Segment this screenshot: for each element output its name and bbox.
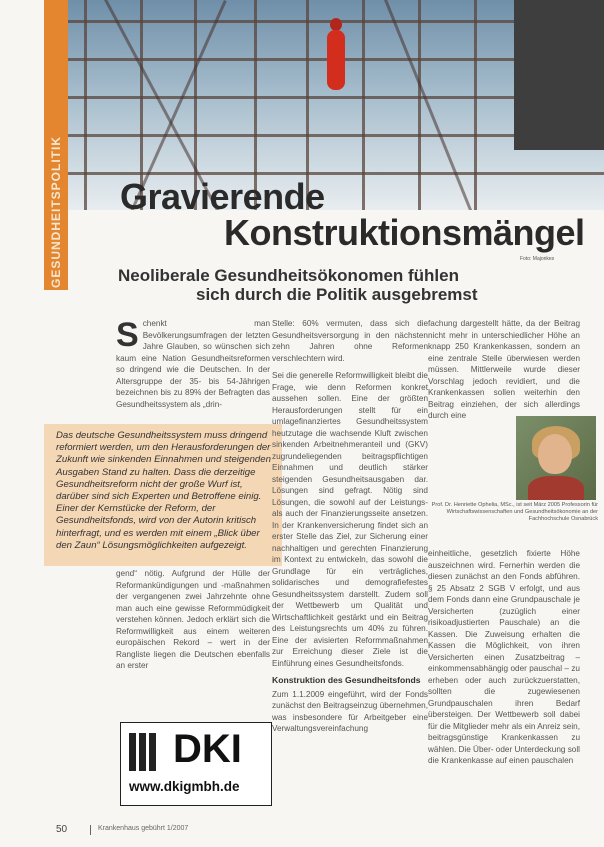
author-portrait — [516, 416, 596, 500]
dki-logo-bars-icon — [129, 733, 167, 771]
headline-line-1: Gravierende — [120, 176, 325, 217]
dki-website-link[interactable]: www.dkigmbh.de — [129, 779, 240, 794]
scaffold-pole — [474, 0, 477, 210]
teaser-box: Das deutsche Gesundheitssystem muss dringend reformiert werden, um den Herausforderungen der Zukunft wie sinkenden Einnahmen und steigenden Ausgaben Stand zu halten. Dass die derzeitige Gesundheitsreform nicht der große Wurf ist, darüber sind sich Experten und Betroffene einig. Einer der Kernstücke der Reform, der Gesundheitsfonds, wird von der Autorin kritisch hinterfragt, und es werden mit einem „Blick über den Zaun“ Lösungsmöglichkeiten aufgezeigt. — [44, 424, 282, 566]
drop-cap: S — [116, 316, 139, 354]
article-paragraph: gend“ nötig. Aufgrund der Hülle der Reformankündigungen und -maßnahmen der vergangenen zwei Jahrzehnte ohne man auch eine gewisse Reformmüdigkeit verstehen können. Jedoch erklärt sich die Reformwilligkeit aus einem weiteren europäischen Rekord – wert in der Rangliste liegen die Deutschen ebenfalls an erster — [116, 569, 270, 670]
logo-bar — [129, 733, 136, 771]
article-paragraph — [116, 318, 270, 410]
scaffold-brace — [384, 0, 484, 210]
article-paragraph: Stelle: 60% vermuten, dass sich die Gesundheitsversorgung in den nächsten zehn Jahren ohne Reformen verschlechtern wird. — [272, 319, 428, 363]
publication-name: Krankenhaus gebührt 1/2007 — [98, 825, 189, 832]
article-column-1-continued — [116, 568, 270, 678]
dki-logo: DKI — [173, 727, 242, 771]
article-paragraph: Sei die generelle Reformwilligkeit bleibt die Frage, wie denn Reformen konkret aussehen sollen. Eine der größten Herausforderungen stellt für ein umlagefinanziertes Gesundheitssystem heutzutage die wachsende Kluft zwischen sinkenden Arbeitnehmeranteil und (GKV) zugrundeliegenden beitragspflichtigen Einnahmen und deutlich stärker steigenden Gesundheitsausgaben dar. Lösungen sind gefragt. Nötig sind Lösungen, die sowohl auf der Leistungs- als auch der Finanzierungsseite ansetzen. In der Krankenversicherung findet sich an erster Stelle das Ziel, zur Sicherung einer nachhaltigen und gerechten Finanzierung im Kontext zu entwickeln, das sowohl die Grundlage für ein verträgliches, solidarisches und demografiefestes Gesundheitssystem darstellt. Zudem soll der Wettbewerb um Qualität und Wirtschaftlichkeit gestärkt und ein Beitrag des Leistungsrechts um 40% zu führen. Eine der avisierten Reformmaßnahmen zur Erreichung dieser Ziele ist die Einführung eines Gesundheitsfonds. — [272, 371, 428, 668]
portrait-body — [528, 476, 584, 500]
footer-divider — [90, 825, 91, 835]
scaffold-beam — [44, 172, 604, 175]
section-subheading: Konstruktion des Gesundheitsfonds — [272, 675, 421, 685]
article-paragraph: einheitliche, gesetzlich fixierte Höhe auszeichnen wird. Fernerhin werden die diesen zunächst an den Fonds abführen. § 25 Absatz 2 SGB V erfolgt, und aus dem Fonds dann eine Grundpauschale je Versicherten (zuzüglich einer risikoadjustierten Pauschale) an die Kassen. Die Zuweisung erhalten die Kassen die Möglichkeit, von ihren Versicherten einen Zusatzbeitrag – einkommensabhängig oder pauschal – zu erheben oder auch zurückzuerstatten, sollten die zugewiesenen Grundpauschalen ihren Bedarf übersteigen. Der Wettbewerb soll dabei für die Mitglieder mehr als ein Anreiz sein, beitragsgünstige Krankenkassen zu wählen. Die Über- oder Unterdeckung soll die Krankenkasse auf einen pauschalen — [428, 549, 581, 765]
section-label: GESUNDHEITSPOLITIK — [49, 135, 63, 288]
logo-bar — [139, 733, 146, 771]
subtitle-line-2: sich durch die Politik ausgebremst — [196, 285, 478, 304]
article-column-3 — [428, 318, 580, 428]
crane-structure — [514, 0, 604, 150]
article-column-1 — [116, 318, 270, 416]
article-paragraph: Zum 1.1.2009 eingeführt, wird der Fonds zunächst den Beitragseinzug übernehmen, was insbesondere für Arbeitgeber eine Verwaltungsvereinfachung — [272, 689, 428, 733]
article-column-2 — [272, 318, 428, 741]
logo-bar — [149, 733, 156, 771]
headline-line-2: Konstruktionsmängel — [224, 212, 585, 253]
dki-advertisement[interactable] — [120, 722, 272, 806]
page-number: 50 — [56, 824, 68, 835]
worker-figure — [327, 30, 345, 90]
photo-credit: Foto: Majonkes — [520, 256, 555, 262]
portrait-caption: Prof. Dr. Henriette Ophelia, MSc., ist seit März 2005 Professorin für Wirtschaftswissenschaften und Gesundheitsökonomie an der Fachhochschule Osnabrück — [431, 502, 598, 522]
scaffold-pole — [84, 0, 87, 210]
portrait-face — [538, 434, 572, 474]
article-column-3-continued — [428, 548, 580, 773]
subtitle-line-1: Neoliberale Gesundheitsökonomen fühlen — [118, 266, 459, 285]
scaffold-pole — [418, 0, 421, 210]
article-paragraph: fachung dargestellt hätte, da der Beitrag nicht mehr in unterschiedlicher Höhe an knapp 250 Krankenkassen, sondern an eine zentrale Stelle überwiesen werden müssen. Mittlerweile wurde dieser Vorschlag jedoch revidiert, und die Krankenkassen sollen weiterhin den Beitrag einziehen, der sich allerdings durch eine — [428, 319, 580, 420]
scaffold-pole — [362, 0, 365, 210]
paragraph-text: chenkt man Bevölkerungsumfragen der letzten Jahre Glauben, so wünschen sich kaum eine Nation Gesundheitsreformen so dringend wie die Deutschen. In der Altersgruppe der 35- bis 54-Jährigen bezeichnen bis zu 89% der Befragten das Gesundheitssystem als „drin- — [116, 319, 270, 409]
